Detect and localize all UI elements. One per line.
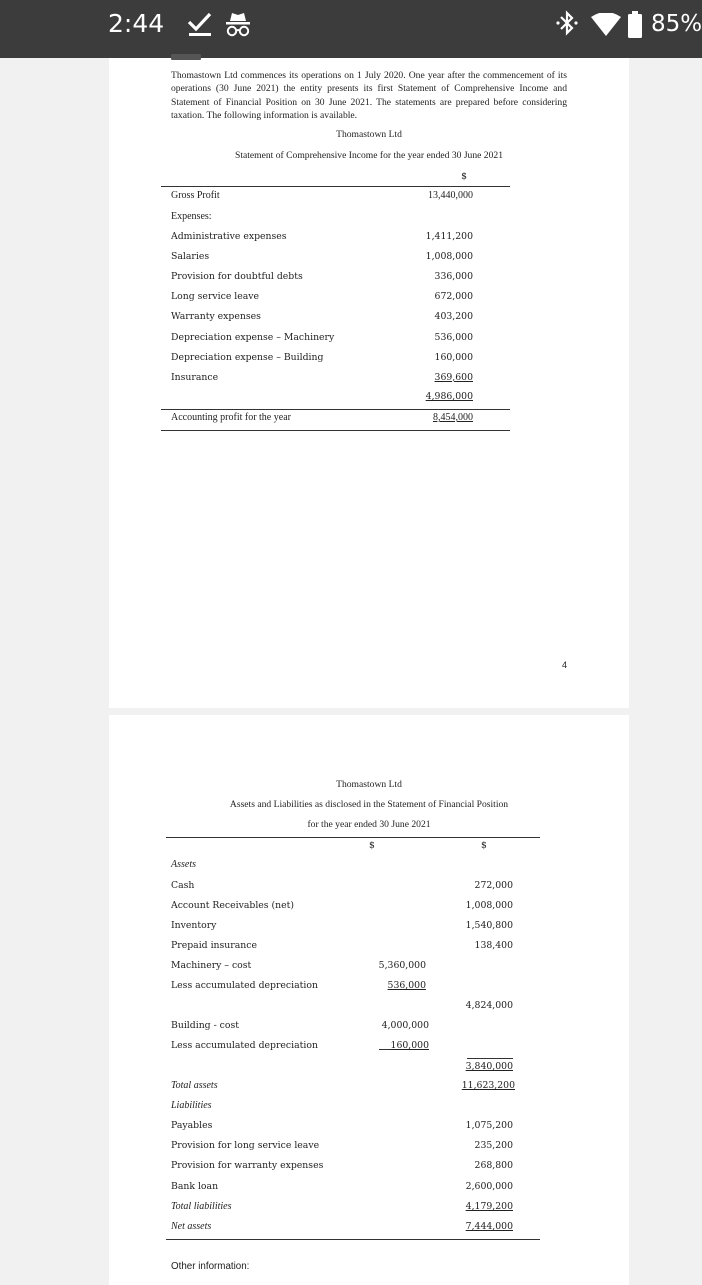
page-number: 4: [562, 660, 568, 670]
table-row-label: Inventory: [171, 920, 217, 931]
machinery-net-value: 4,824,000: [465, 1000, 513, 1011]
battery-icon: [627, 11, 643, 43]
table-row-value: 369,600: [434, 371, 473, 383]
net-assets-value: 7,444,000: [465, 1221, 513, 1232]
profit-value: 8,454,000: [433, 412, 473, 423]
document-page-1: [109, 58, 629, 708]
table-rule-bottom: [161, 430, 510, 431]
table-row-value: 138,400: [474, 940, 513, 951]
table-row-label: Cash: [171, 880, 195, 891]
table-row-value: 272,000: [474, 880, 513, 891]
gross-profit-label: Gross Profit: [171, 190, 220, 201]
machinery-dep-label: Less accumulated depreciation: [171, 980, 318, 991]
building-dep-value: 160,000: [390, 1040, 429, 1051]
net-assets-label: Net assets: [171, 1221, 212, 1232]
table-row-label: Depreciation expense – Building: [171, 351, 324, 363]
table-row-label: Administrative expenses: [171, 231, 287, 242]
building-dep-label: Less accumulated depreciation: [171, 1040, 318, 1051]
status-bar: [0, 0, 702, 58]
table-row-value: 2,600,000: [465, 1180, 513, 1192]
wifi-icon: [590, 13, 622, 41]
table2-rule-bottom: [166, 1239, 540, 1240]
table-row-value: 235,200: [474, 1140, 513, 1152]
other-information-label: Other information:: [171, 1261, 250, 1272]
download-done-icon: [186, 11, 214, 41]
table-row-label: Salaries: [171, 251, 210, 263]
building-net-overline: [467, 1058, 513, 1059]
total-expenses-value: 4,986,000: [425, 391, 473, 402]
assets-heading: Assets: [171, 859, 196, 870]
total-liabilities-value: 4,179,200: [465, 1201, 513, 1212]
expenses-heading: Expenses:: [171, 211, 212, 222]
document-page-2: [109, 715, 629, 1285]
battery-percent: 85%: [651, 11, 702, 37]
building-net-value: 3,840,000: [465, 1061, 513, 1072]
table-row-value: 336,000: [434, 271, 473, 283]
table-row-label: Long service leave: [171, 291, 260, 303]
table-row-label: Provision for doubtful debts: [171, 271, 303, 283]
machinery-dep-value: 536,000: [387, 980, 426, 991]
gross-profit-value: 13,440,000: [428, 190, 473, 201]
status-time: 2:44: [108, 9, 165, 38]
table-row-label: Payables: [171, 1120, 213, 1131]
table-row-value: 1,540,800: [465, 920, 513, 931]
table-row-label: Provision for warranty expenses: [171, 1160, 324, 1172]
building-cost-value: 4,000,000: [381, 1020, 429, 1031]
machinery-cost-value: 5,360,000: [378, 960, 426, 971]
table2-rule-top: [166, 837, 540, 838]
total-liabilities-label: Total liabilities: [171, 1201, 232, 1212]
table-rule-top: [161, 186, 510, 187]
table-row-value: 160,000: [434, 351, 473, 363]
currency-col1: $: [369, 840, 375, 851]
table-row-label: Prepaid insurance: [171, 940, 257, 951]
table-row-label: Warranty expenses: [171, 311, 261, 323]
table-row-value: 672,000: [434, 291, 473, 303]
liabilities-heading: Liabilities: [171, 1100, 212, 1111]
table-row-label: Depreciation expense – Machinery: [171, 331, 335, 343]
table-row-value: 536,000: [434, 331, 473, 343]
position-subtitle: for the year ended 30 June 2021: [307, 819, 431, 830]
total-assets-label: Total assets: [171, 1080, 218, 1091]
profit-label: Accounting profit for the year: [171, 412, 291, 423]
company-name: Thomastown Ltd: [336, 129, 402, 140]
incognito-icon: [223, 10, 253, 44]
table-row-value: 403,200: [434, 311, 473, 323]
total-assets-value: 11,623,200: [461, 1080, 515, 1091]
table-rule-mid: [161, 409, 510, 410]
machinery-cost-label: Machinery – cost: [171, 960, 252, 971]
statement-title: Statement of Comprehensive Income for the year ended 30 June 2021: [234, 150, 503, 161]
currency-col2: $: [481, 840, 487, 851]
company-name-2: Thomastown Ltd: [336, 779, 402, 790]
currency-header: $: [461, 171, 467, 182]
table-row-value: 1,008,000: [425, 251, 473, 263]
position-title: Assets and Liabilities as disclosed in the Statement of Financial Position: [229, 799, 509, 810]
table-row-value: 1,008,000: [465, 900, 513, 911]
table-row-label: Account Receivables (net): [171, 900, 295, 911]
bluetooth-icon: [555, 10, 579, 40]
table-row-value: 1,075,200: [465, 1120, 513, 1131]
table-row-label: Bank loan: [171, 1180, 219, 1192]
table-row-value: 1,411,200: [425, 231, 473, 242]
table-row-value: 268,800: [474, 1160, 513, 1172]
table-row-label: Insurance: [171, 371, 219, 383]
intro-paragraph: Thomastown Ltd commences its operations on 1 July 2020. One year after the commencement of its operations (30 June 2021) the entity presents its first Statement of Comprehensive Income and Statement of Financial Position on 30 June 2021. The statements are prepared before considering taxation. The following information is available.: [171, 70, 567, 122]
cropped-text-fragment: [171, 54, 201, 60]
building-cost-label: Building - cost: [171, 1020, 239, 1031]
table-row-label: Provision for long service leave: [171, 1140, 320, 1152]
